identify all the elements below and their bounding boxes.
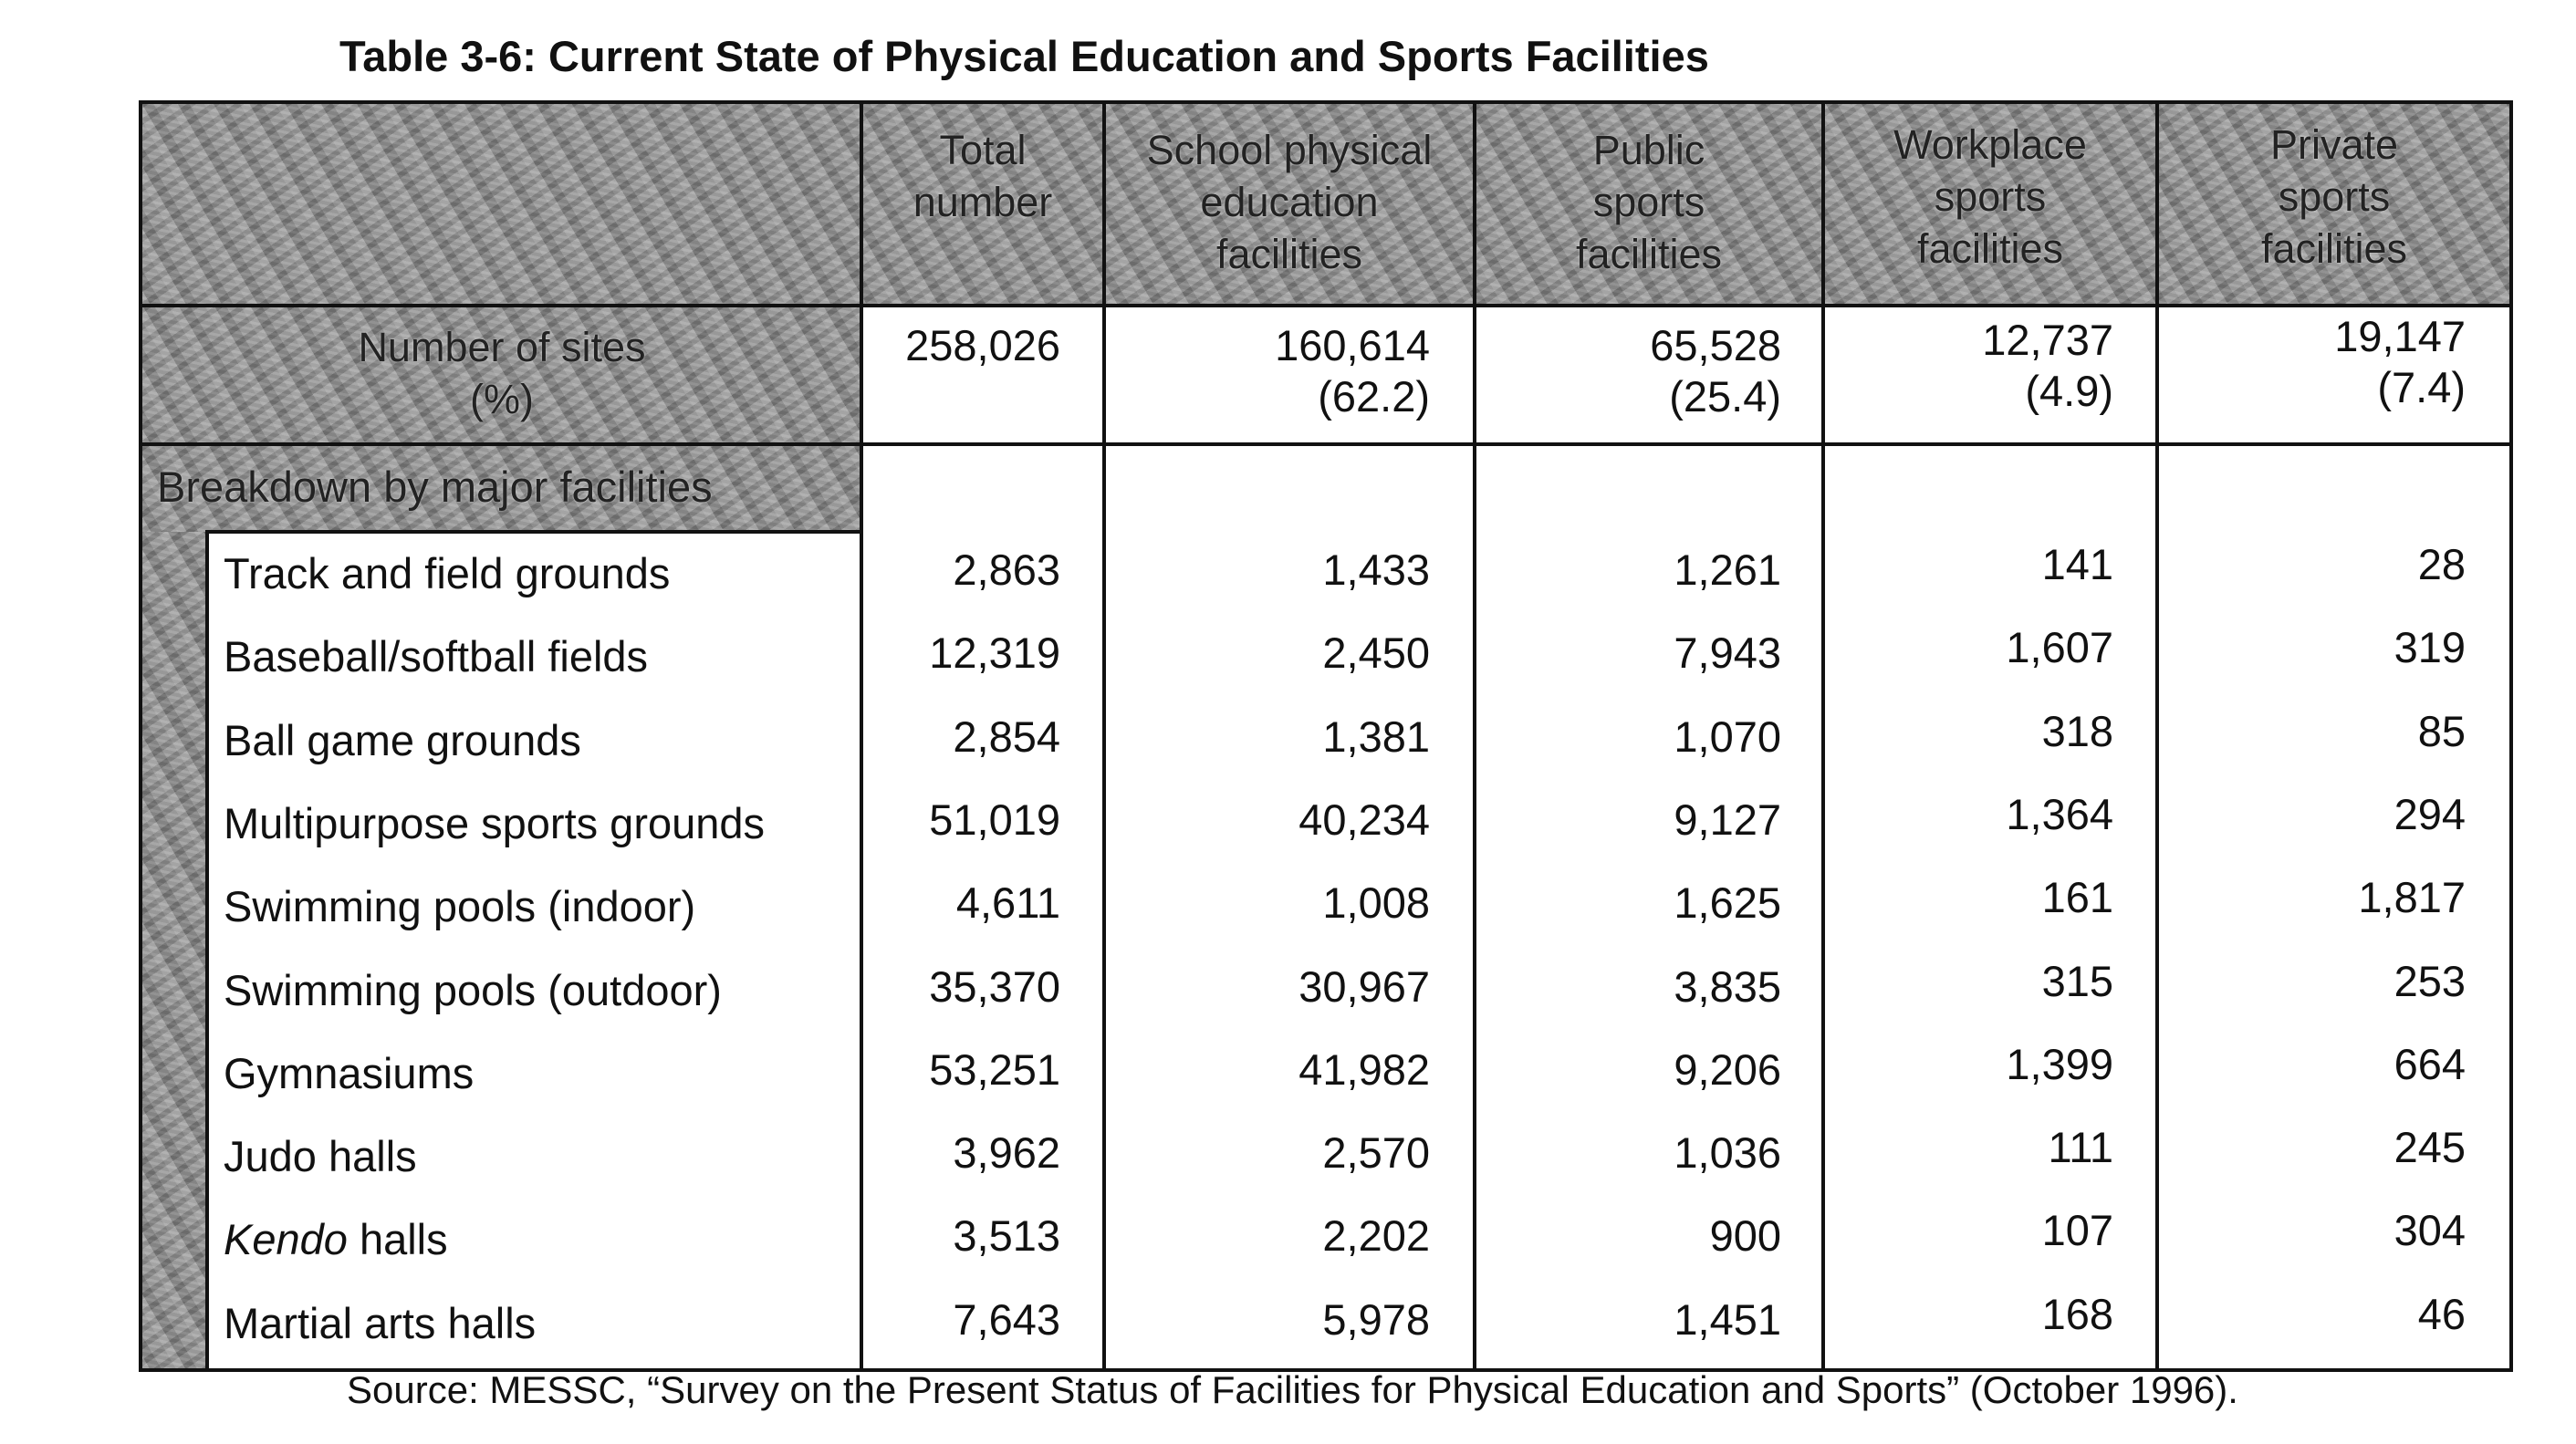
cell-private: 304 xyxy=(2393,1206,2466,1255)
sites-workplace: 12,737 xyxy=(1982,316,2113,364)
cell-school: 5,978 xyxy=(1322,1294,1430,1344)
cell-total: 3,513 xyxy=(953,1211,1060,1261)
cell-total: 35,370 xyxy=(929,961,1060,1011)
col-header-school: School physical education facilities xyxy=(1146,127,1433,277)
cell-private: 664 xyxy=(2393,1039,2466,1088)
cell-workplace: 107 xyxy=(2041,1206,2113,1255)
cell-total: 12,319 xyxy=(929,629,1060,678)
row-label: Swimming pools (indoor) xyxy=(224,882,696,931)
sites-school: 160,614 xyxy=(1275,321,1430,369)
cell-school: 40,234 xyxy=(1298,795,1430,844)
cell-school: 2,450 xyxy=(1322,629,1430,678)
cell-public: 1,451 xyxy=(1674,1294,1781,1344)
row-label: Baseball/softball fields xyxy=(224,632,649,681)
cell-total: 7,643 xyxy=(953,1294,1060,1344)
col-header-public: Public sports facilities xyxy=(1575,127,1723,277)
col-header-workplace: Workplace sports facilities xyxy=(1893,121,2087,272)
cell-workplace: 318 xyxy=(2041,706,2113,755)
table-title: Table 3-6: Current State of Physical Education and Sports Facilities xyxy=(339,32,1709,80)
cell-public: 1,070 xyxy=(1674,712,1781,761)
cell-total: 51,019 xyxy=(929,795,1060,844)
border-right xyxy=(2509,100,2513,1372)
cell-workplace: 315 xyxy=(2041,956,2113,1005)
cell-private: 319 xyxy=(2393,623,2466,672)
row-label-italic: Kendo xyxy=(224,1215,348,1264)
cell-public: 9,127 xyxy=(1674,795,1781,844)
cell-public: 1,625 xyxy=(1674,878,1781,928)
sites-school-pct: (62.2) xyxy=(1318,372,1430,421)
cell-school: 2,202 xyxy=(1322,1211,1430,1261)
border-left xyxy=(139,100,142,1372)
cell-workplace: 141 xyxy=(2041,540,2113,588)
cell-total: 3,962 xyxy=(953,1128,1060,1178)
sites-total: 258,026 xyxy=(905,321,1060,369)
cell-school: 30,967 xyxy=(1298,961,1430,1011)
cell-private: 245 xyxy=(2393,1123,2466,1172)
cell-school: 2,570 xyxy=(1322,1128,1430,1178)
cell-private: 294 xyxy=(2393,789,2466,838)
cell-total: 2,863 xyxy=(953,545,1060,594)
row-label: Gymnasiums xyxy=(224,1048,475,1097)
cell-public: 900 xyxy=(1709,1211,1781,1261)
cell-school: 1,381 xyxy=(1322,712,1430,761)
cell-school: 1,008 xyxy=(1322,878,1430,928)
cell-workplace: 168 xyxy=(2041,1289,2113,1338)
cell-total: 53,251 xyxy=(929,1044,1060,1094)
row-label: Track and field grounds xyxy=(224,549,671,597)
cell-workplace: 161 xyxy=(2041,873,2113,922)
row-label: Judo halls xyxy=(224,1132,417,1181)
sites-public: 65,528 xyxy=(1650,321,1781,369)
left-strip-shade xyxy=(141,532,207,1371)
cell-public: 7,943 xyxy=(1674,629,1781,678)
cell-private: 46 xyxy=(2417,1289,2466,1338)
cell-public: 1,036 xyxy=(1674,1128,1781,1178)
cell-public: 3,835 xyxy=(1674,961,1781,1011)
cell-public: 1,261 xyxy=(1674,545,1781,594)
row-divider xyxy=(139,304,2513,307)
cell-workplace: 111 xyxy=(2048,1123,2113,1172)
cell-private: 253 xyxy=(2393,956,2466,1005)
cell-private: 85 xyxy=(2417,706,2466,755)
row-label: Swimming pools (outdoor) xyxy=(224,965,722,1014)
cell-school: 1,433 xyxy=(1322,545,1430,594)
col-header-private: Private sports facilities xyxy=(2260,121,2408,272)
inner-box-left xyxy=(205,530,209,1372)
cell-workplace: 1,607 xyxy=(2006,623,2113,672)
row-label: Multipurpose sports grounds xyxy=(224,798,766,847)
row-label xyxy=(224,1213,448,1266)
cell-public: 9,206 xyxy=(1674,1044,1781,1094)
cell-workplace: 1,364 xyxy=(2006,789,2113,838)
cell-private: 1,817 xyxy=(2358,873,2466,922)
col-header-total: Total number xyxy=(913,127,1053,225)
row-label-rest: halls xyxy=(347,1215,448,1264)
sites-label: Number of sites (%) xyxy=(358,324,646,422)
row-divider xyxy=(139,442,2513,446)
sites-private: 19,147 xyxy=(2334,312,2466,360)
row-label: Martial arts halls xyxy=(224,1298,537,1347)
cell-school: 41,982 xyxy=(1298,1044,1430,1094)
source-note: Source: MESSC, “Survey on the Present Status of Facilities for Physical Education and Sports” (October 1996). xyxy=(347,1368,2238,1411)
cell-total: 4,611 xyxy=(955,878,1060,928)
sites-private-pct: (7.4) xyxy=(2377,363,2466,411)
inner-box-top xyxy=(205,530,862,534)
cell-total: 2,854 xyxy=(953,712,1060,761)
row-label: Ball game grounds xyxy=(224,715,581,764)
cell-private: 28 xyxy=(2417,540,2466,588)
cell-workplace: 1,399 xyxy=(2006,1039,2113,1088)
breakdown-label: Breakdown by major facilities xyxy=(157,462,713,511)
sites-public-pct: (25.4) xyxy=(1669,372,1781,421)
sites-workplace-pct: (4.9) xyxy=(2025,367,2113,415)
